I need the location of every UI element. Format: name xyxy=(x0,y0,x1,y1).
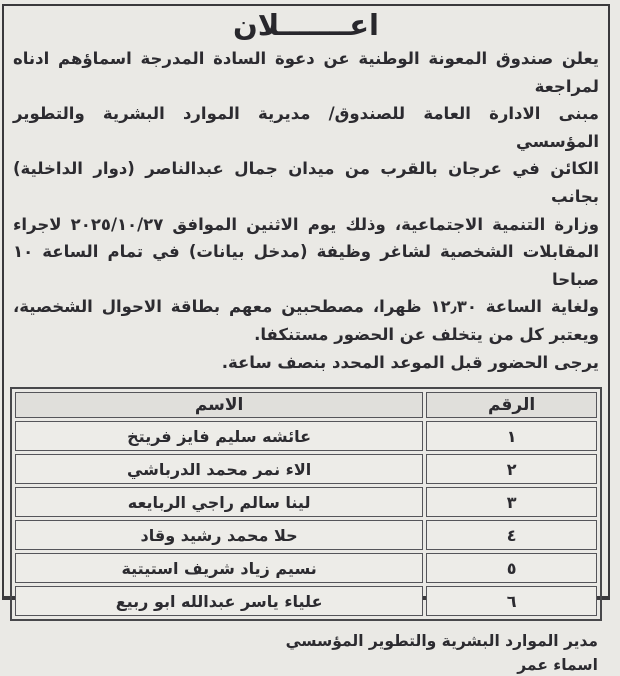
table-header xyxy=(15,392,597,418)
header-number: الرقم xyxy=(426,392,597,418)
table-row xyxy=(15,454,597,484)
table-body xyxy=(15,421,597,616)
row-number: ٣ xyxy=(426,487,597,517)
row-number: ٦ xyxy=(426,586,597,616)
table-row xyxy=(15,553,597,583)
table-row xyxy=(15,421,597,451)
body-line: الكائن في عرجان بالقرب من ميدان جمال عبدالناصر (دوار الداخلية) بجانب xyxy=(13,159,599,206)
row-name: لينا سالم راجي الربايعه xyxy=(15,487,423,517)
signatory-name: اسماء عمر xyxy=(517,656,598,675)
body-line: ويعتبر كل من يتخلف عن الحضور مستنكفا. xyxy=(254,324,599,344)
body-line: ولغاية الساعة ١٢٫٣٠ ظهرا، مصطحبين معهم بطاقة الاحوال الشخصية، xyxy=(13,297,599,317)
row-name: الاء نمر محمد الدرباشي xyxy=(15,454,423,484)
row-number: ٢ xyxy=(426,454,597,484)
body-line: مبنى الادارة العامة للصندوق/ مديرية الموارد البشرية والتطوير المؤسسي xyxy=(13,104,599,151)
signature-block xyxy=(4,621,608,676)
announcement-body xyxy=(4,43,608,376)
row-name: حلا محمد رشيد وقاد xyxy=(15,520,423,550)
table-row xyxy=(15,520,597,550)
body-line: المقابلات الشخصية لشاغر وظيفة (مدخل بيانات) في تمام الساعة ١٠ صباحا xyxy=(13,242,599,289)
table-row xyxy=(15,586,597,616)
row-name: نسيم زياد شريف استيتية xyxy=(15,553,423,583)
body-line: يرجى الحضور قبل الموعد المحدد بنصف ساعة. xyxy=(221,352,599,372)
row-name: عائشه سليم فايز فريتخ xyxy=(15,421,423,451)
row-number: ٥ xyxy=(426,553,597,583)
applicants-table xyxy=(10,387,602,621)
row-number: ١ xyxy=(426,421,597,451)
table-row xyxy=(15,487,597,517)
header-name: الاسم xyxy=(15,392,423,418)
announcement-frame xyxy=(2,4,610,675)
row-number: ٤ xyxy=(426,520,597,550)
row-name: علياء ياسر عبدالله ابو ربيع xyxy=(15,586,423,616)
signatory-position: مدير الموارد البشرية والتطوير المؤسسي xyxy=(285,632,598,651)
body-line: يعلن صندوق المعونة الوطنية عن دعوة السادة المدرجة اسماؤهم ادناه لمراجعة xyxy=(13,49,599,96)
body-line: وزارة التنمية الاجتماعية، وذلك يوم الاثنين الموافق ٢٠٢٥/١٠/٢٧ لاجراء xyxy=(13,214,600,234)
announcement-title: اعـــــــلان xyxy=(233,8,379,42)
